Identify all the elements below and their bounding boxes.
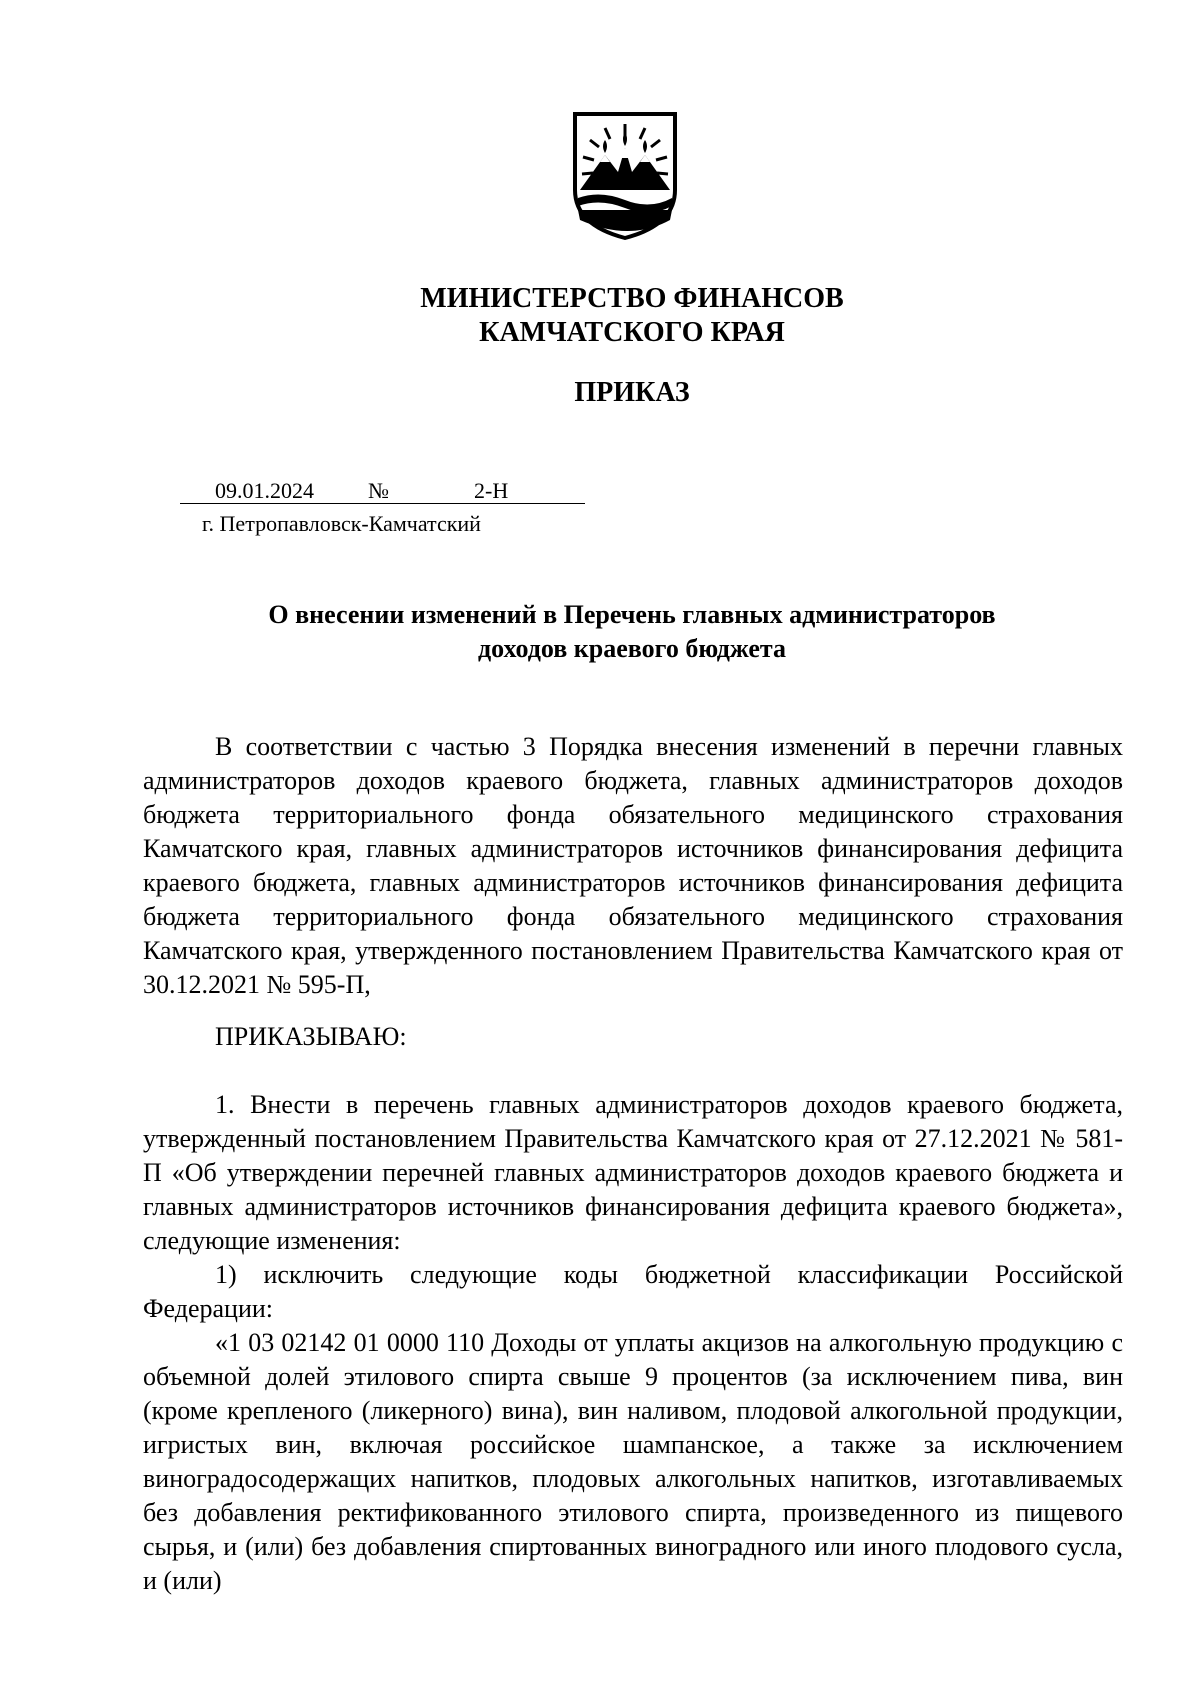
city-name: г. Петропавловск-Камчатский <box>202 511 481 536</box>
subject-line2: доходов краевого бюджета <box>478 634 786 663</box>
body-paragraph-preamble <box>143 730 1123 1002</box>
document-type-title: ПРИКАЗ <box>574 377 690 408</box>
body-items <box>143 1088 1123 1598</box>
number-sign: № <box>368 478 389 503</box>
preamble-text: В соответствии с частью 3 Порядка внесения изменений в перечни главных администраторов доходов краевого бюджета, главных администраторов доходов бюджета территориального фонда обязательного медицинского страхования Камчатского края, главных администраторов источников финансирования дефицита краевого бюджета, главных администраторов источников финансирования дефицита бюджета территориального фонда обязательного медицинского страхования Камчатского края, утвержденного постановлением Правительства Камчатского края от 30.12.2021 № 595-П, <box>143 732 1123 999</box>
date-number-underline <box>180 503 585 504</box>
subject-line1: О внесении изменений в Перечень главных администраторов <box>268 600 996 629</box>
prikazyvayu-text: ПРИКАЗЫВАЮ: <box>215 1022 407 1051</box>
coat-of-arms-emblem <box>570 110 680 240</box>
ministry-name-line2: КАМЧАТСКОГО КРАЯ <box>479 317 785 348</box>
quoted-code-text: «1 03 02142 01 0000 110 Доходы от уплаты акцизов на алкогольную продукцию с объемной долей этилового спирта свыше 9 процентов (за исключением пива, вин (кроме крепленого (ликерного) вина), вин наливом, плодовой алкогольной продукции, игристых вин, включая российское шампанское, а также за исключением виноградосодержащих напитков, плодовых алкогольных напитков, изготавливаемых без добавления ректификованного этилового спирта, произведенного из пищевого сырья, и (или) без добавления спиртованных виноградного или иного плодового сусла, и (или) <box>143 1328 1123 1595</box>
item-1-1-text: 1) исключить следующие коды бюджетной классификации Российской Федерации: <box>143 1260 1123 1323</box>
order-date: 09.01.2024 <box>215 478 314 503</box>
item-1-text: 1. Внести в перечень главных администраторов доходов краевого бюджета, утвержденный постановлением Правительства Камчатского края от 27.12.2021 № 581-П «Об утверждении перечней главных администраторов доходов краевого бюджета и главных администраторов источников финансирования дефицита краевого бюджета», следующие изменения: <box>143 1090 1123 1255</box>
body-paragraph-prikazyvayu <box>143 1020 1123 1054</box>
order-number: 2-Н <box>474 478 509 503</box>
ministry-name-line1: МИНИСТЕРСТВО ФИНАНСОВ <box>420 283 844 314</box>
